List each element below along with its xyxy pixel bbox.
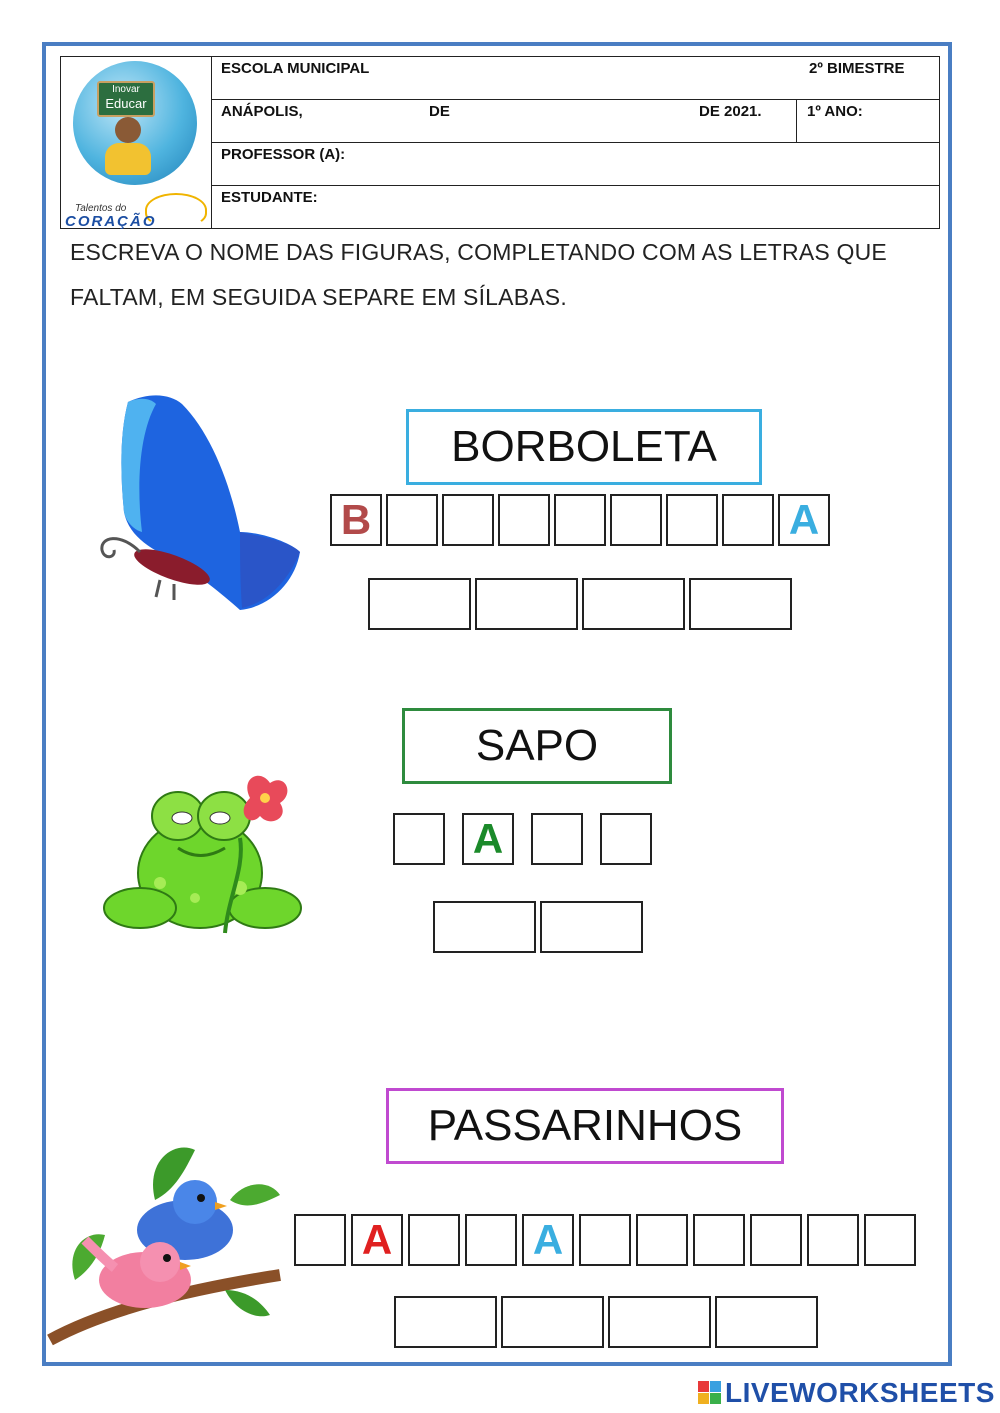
- frog-picture: [100, 768, 315, 938]
- chalkboard-icon: Inovar Educar: [97, 81, 155, 117]
- year-label: DE 2021.: [699, 103, 762, 120]
- syllable-box[interactable]: [475, 578, 578, 630]
- letter-box[interactable]: [442, 494, 494, 546]
- birds-picture: [45, 1140, 285, 1350]
- city-label: ANÁPOLIS,: [221, 103, 303, 120]
- liveworksheets-brand: LIVEWORKSHEETS: [698, 1377, 995, 1409]
- letter-box[interactable]: [554, 494, 606, 546]
- word-box-sapo: SAPO: [402, 708, 672, 784]
- letter-box[interactable]: [408, 1214, 460, 1266]
- letter-box: A: [778, 494, 830, 546]
- logo-coracao: CORAÇÃO: [65, 213, 157, 230]
- child-body-icon: [105, 143, 151, 175]
- letter-box[interactable]: [864, 1214, 916, 1266]
- syllable-box[interactable]: [608, 1296, 711, 1348]
- word-box-passarinhos: PASSARINHOS: [386, 1088, 784, 1164]
- header-row-student: [211, 186, 939, 229]
- syllable-box[interactable]: [433, 901, 536, 953]
- letter-box[interactable]: [693, 1214, 745, 1266]
- letter-box[interactable]: [807, 1214, 859, 1266]
- syllable-box[interactable]: [582, 578, 685, 630]
- syllable-box[interactable]: [715, 1296, 818, 1348]
- teacher-label: PROFESSOR (A):: [221, 146, 346, 163]
- liveworksheets-logo-icon: [698, 1381, 722, 1405]
- syllable-box[interactable]: [368, 578, 471, 630]
- letter-box: A: [351, 1214, 403, 1266]
- school-header: [60, 56, 940, 229]
- letter-box[interactable]: [579, 1214, 631, 1266]
- letter-box: A: [462, 813, 514, 865]
- letter-box[interactable]: [386, 494, 438, 546]
- student-label: ESTUDANTE:: [221, 189, 318, 206]
- word-box-borboleta: BORBOLETA: [406, 409, 762, 485]
- syllable-box[interactable]: [540, 901, 643, 953]
- term-label: 2º BIMESTRE: [809, 60, 905, 77]
- letter-box[interactable]: [600, 813, 652, 865]
- letter-box[interactable]: [636, 1214, 688, 1266]
- child-icon: [115, 117, 141, 143]
- letter-box: A: [522, 1214, 574, 1266]
- grade-label: 1º ANO:: [807, 103, 863, 120]
- letter-box[interactable]: [750, 1214, 802, 1266]
- instruction-line-2: FALTAM, EM SEGUIDA SEPARE EM SÍLABAS.: [70, 284, 567, 310]
- header-row-teacher: [211, 143, 939, 186]
- syllable-box[interactable]: [689, 578, 792, 630]
- instruction-line-1: ESCREVA O NOME DAS FIGURAS, COMPLETANDO COM AS LETRAS QUE: [70, 239, 887, 265]
- header-divider: [796, 100, 797, 143]
- header-row-date: [211, 100, 939, 143]
- letter-box[interactable]: [531, 813, 583, 865]
- letter-box[interactable]: [610, 494, 662, 546]
- letter-box[interactable]: [465, 1214, 517, 1266]
- letter-box[interactable]: [393, 813, 445, 865]
- school-name: ESCOLA MUNICIPAL: [221, 60, 370, 77]
- syllable-box[interactable]: [501, 1296, 604, 1348]
- date-de-label: DE: [429, 103, 450, 120]
- letter-box[interactable]: [294, 1214, 346, 1266]
- header-row-school: [211, 57, 939, 100]
- letter-box[interactable]: [666, 494, 718, 546]
- letter-box[interactable]: [498, 494, 550, 546]
- logo-talentos: Talentos do: [75, 203, 127, 214]
- school-logo: [61, 57, 212, 228]
- letter-box[interactable]: [722, 494, 774, 546]
- letter-box: B: [330, 494, 382, 546]
- syllable-box[interactable]: [394, 1296, 497, 1348]
- butterfly-picture: [90, 392, 305, 617]
